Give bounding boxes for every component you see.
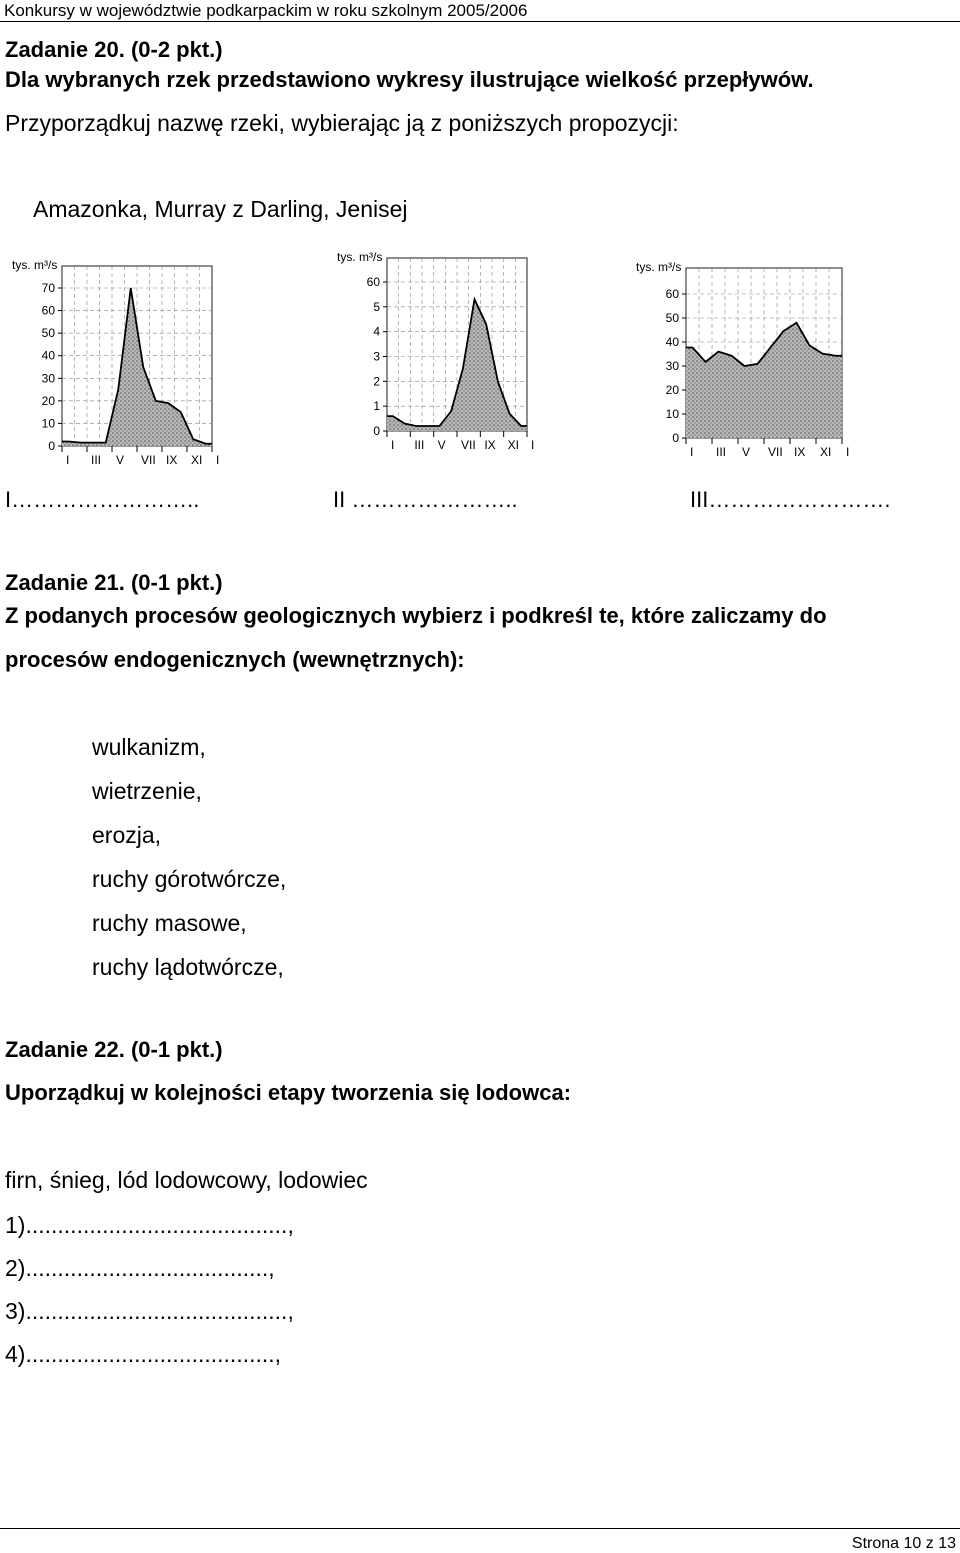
task21-title: Zadanie 21. (0-1 pkt.) — [5, 570, 223, 595]
x-tick-label: V — [437, 438, 446, 452]
y-axis-label: tys. m³/s — [337, 250, 383, 264]
x-tick-label: VII — [768, 445, 783, 459]
task20-line1: Dla wybranych rzek przedstawiono wykresy ilustrujące wielkość przepływów. — [5, 67, 814, 92]
process-item[interactable]: ruchy masowe, — [92, 910, 247, 936]
x-tick-label: I — [391, 438, 395, 452]
x-tick-label: V — [116, 453, 125, 467]
chart-1 — [0, 248, 230, 478]
y-tick-label: 10 — [665, 407, 679, 421]
y-tick-label: 60 — [41, 303, 55, 318]
x-tick-label: VII — [141, 453, 156, 467]
task20-title: Zadanie 20. (0-2 pkt.) — [5, 37, 223, 62]
x-tick-label: XI — [507, 438, 520, 452]
task21-line2: procesów endogenicznych (wewnętrznych): — [5, 647, 465, 672]
y-tick-label: 4 — [373, 324, 380, 339]
process-item[interactable]: wulkanizm, — [92, 734, 206, 760]
process-list — [92, 733, 286, 997]
process-item[interactable]: ruchy górotwórcze, — [92, 866, 287, 892]
y-tick-label: 30 — [41, 371, 55, 386]
y-tick-label: 5 — [373, 299, 380, 314]
x-tick-label: IX — [166, 453, 178, 467]
x-tick-label: I — [531, 438, 535, 452]
y-tick-label: 0 — [48, 439, 55, 453]
task22-title: Zadanie 22. (0-1 pkt.) — [5, 1037, 223, 1062]
y-tick-label: 0 — [373, 424, 380, 438]
y-axis-label: tys. m³/s — [636, 260, 682, 274]
answer-1[interactable]: I…………………….. — [5, 487, 200, 512]
task22-answer-4[interactable]: 4)......................................., — [5, 1341, 282, 1367]
task22-answer-2[interactable]: 2)......................................, — [5, 1255, 275, 1281]
y-tick-label: 20 — [41, 393, 55, 408]
x-tick-label: I — [66, 453, 70, 467]
y-tick-label: 30 — [665, 359, 679, 373]
y-tick-label: 60 — [366, 275, 380, 289]
x-tick-label: I — [216, 453, 220, 467]
task21-line1: Z podanych procesów geologicznych wybierz i podkreśl te, które zaliczamy do — [5, 603, 827, 628]
x-tick-label: I — [846, 445, 850, 459]
x-tick-label: IX — [484, 438, 496, 452]
process-item[interactable]: erozja, — [92, 822, 162, 848]
y-tick-label: 0 — [672, 431, 679, 445]
page-number: Strona 10 z 13 — [851, 1535, 956, 1552]
x-tick-label: XI — [191, 453, 203, 467]
chart-3 — [620, 248, 860, 478]
x-tick-label: III — [91, 453, 102, 467]
answer-2[interactable]: II ………………….. — [333, 487, 518, 512]
x-tick-label: I — [690, 445, 694, 459]
river-charts — [0, 248, 960, 478]
task22-line1: Uporządkuj w kolejności etapy tworzenia się lodowca: — [5, 1080, 572, 1105]
y-tick-label: 2 — [373, 374, 380, 389]
task22-options: firn, śnieg, lód lodowcowy, lodowiec — [5, 1167, 368, 1193]
footer-divider — [0, 1528, 960, 1529]
y-tick-label: 60 — [665, 287, 679, 301]
task22-answer-3[interactable]: 3)........................................., — [5, 1298, 294, 1324]
y-axis-label: tys. m³/s — [12, 258, 58, 272]
x-tick-label: V — [742, 445, 751, 459]
process-item[interactable]: ruchy lądotwórcze, — [92, 954, 284, 980]
y-tick-label: 50 — [665, 311, 679, 325]
y-tick-label: 40 — [665, 335, 679, 349]
process-item[interactable]: wietrzenie, — [92, 778, 202, 804]
x-tick-label: VII — [461, 438, 476, 452]
task20-options: Amazonka, Murray z Darling, Jenisej — [33, 196, 408, 222]
x-tick-label: III — [414, 438, 425, 452]
chart-2 — [325, 248, 555, 478]
y-tick-label: 10 — [41, 416, 55, 431]
y-tick-label: 20 — [665, 383, 679, 397]
y-tick-label: 1 — [373, 399, 380, 414]
task20-line2: Przyporządkuj nazwę rzeki, wybierając ją z poniższych propozycji: — [5, 110, 679, 136]
page-header: Konkursy w województwie podkarpackim w roku szkolnym 2005/2006 — [0, 0, 960, 22]
y-tick-label: 70 — [41, 281, 55, 295]
y-tick-label: 40 — [41, 348, 55, 363]
answer-3[interactable]: III……………………. — [690, 487, 891, 512]
x-tick-label: IX — [794, 445, 806, 459]
x-tick-label: XI — [820, 445, 832, 459]
x-tick-label: III — [716, 445, 727, 459]
y-tick-label: 3 — [373, 349, 380, 364]
task22-answer-1[interactable]: 1)........................................., — [5, 1212, 294, 1238]
y-tick-label: 50 — [41, 326, 55, 341]
